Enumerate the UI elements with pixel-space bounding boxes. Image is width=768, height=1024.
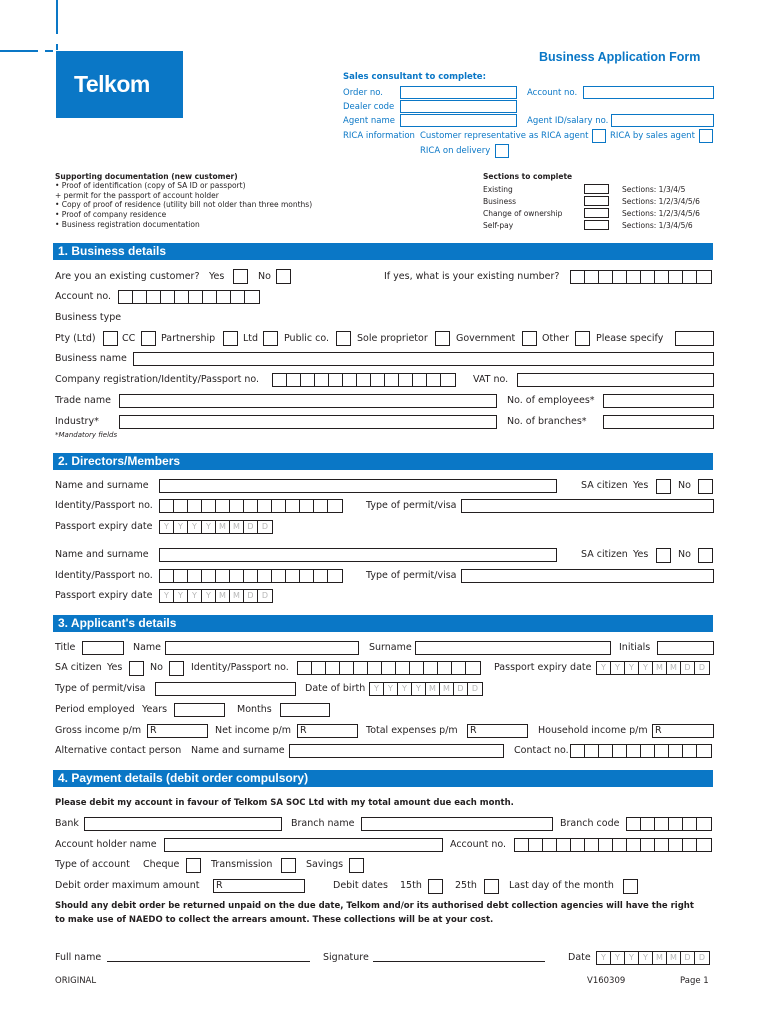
- crop-mark-vertical-2: [56, 44, 58, 50]
- supporting-heading: Supporting documentation (new customer): [55, 172, 238, 181]
- director-name-field[interactable]: [159, 479, 557, 493]
- branch-code-field[interactable]: [626, 817, 712, 831]
- applicant-no-checkbox[interactable]: [169, 661, 184, 676]
- director2-name-field[interactable]: [159, 548, 557, 562]
- sections-heading: Sections to complete: [483, 172, 573, 181]
- debit-dates-label: Debit dates: [333, 880, 388, 891]
- sections-row-label: Existing: [483, 185, 513, 194]
- account-type-label: Type of account: [55, 859, 130, 870]
- sections-row-value: Sections: 1/2/3/4/5/6: [622, 209, 700, 218]
- director-passport-expiry-label: Passport expiry date: [55, 521, 153, 532]
- order-no-label: Order no.: [343, 88, 383, 98]
- page-number: Page 1: [680, 976, 709, 986]
- total-expenses-label: Total expenses p/m: [366, 725, 458, 736]
- supporting-item: • Copy of proof of residence (utility bill not older than three months): [55, 200, 313, 209]
- savings-checkbox[interactable]: [349, 858, 364, 873]
- household-income-label: Household income p/m: [538, 725, 648, 736]
- sections-row-value: Sections: 1/2/3/4/5/6: [622, 197, 700, 206]
- naedo-warning-line1: Should any debit order be returned unpaid on the due date, Telkom and/or its authorised debt collection agencies will have the right: [55, 901, 694, 911]
- crop-mark-short: [45, 50, 53, 52]
- existing-customer-label: Are you an existing customer?: [55, 271, 200, 282]
- max-amount-currency: R: [216, 880, 223, 891]
- max-amount-label: Debit order maximum amount: [55, 880, 200, 891]
- director-permit-field[interactable]: [461, 499, 714, 513]
- type-government-label: Government: [456, 333, 516, 344]
- director-no-label: No: [678, 480, 691, 491]
- rica-delivery-checkbox[interactable]: [495, 144, 509, 158]
- date-15-checkbox[interactable]: [428, 879, 443, 894]
- supporting-item: + permit for the passport of account holder: [55, 191, 219, 200]
- type-sole-checkbox[interactable]: [435, 331, 450, 346]
- version-label: V160309: [587, 976, 626, 986]
- months-label: Months: [237, 704, 272, 715]
- director2-id-field[interactable]: [159, 569, 343, 583]
- date-label: Date: [568, 952, 591, 963]
- type-other-checkbox[interactable]: [575, 331, 590, 346]
- full-name-line[interactable]: [107, 961, 310, 962]
- supporting-item: • Business registration documentation: [55, 220, 200, 229]
- mandatory-note: *Mandatory fields: [55, 431, 118, 439]
- form-title: Business Application Form: [539, 50, 701, 64]
- signature-label: Signature: [323, 952, 369, 963]
- transmission-label: Transmission: [211, 859, 273, 870]
- transmission-checkbox[interactable]: [281, 858, 296, 873]
- last-day-checkbox[interactable]: [623, 879, 638, 894]
- director2-permit-label: Type of permit/visa: [366, 570, 457, 581]
- account-no-label: Account no.: [527, 88, 578, 98]
- director2-sa-citizen-label: SA citizen: [581, 549, 628, 560]
- dob-label: Date of birth: [305, 683, 366, 694]
- employees-label: No. of employees*: [507, 395, 595, 406]
- company-reg-field[interactable]: [272, 373, 456, 387]
- order-no-field[interactable]: [400, 86, 517, 99]
- sections-row-checkbox[interactable]: [584, 220, 609, 230]
- branches-label: No. of branches*: [507, 416, 587, 427]
- type-ltd-checkbox[interactable]: [263, 331, 278, 346]
- branch-name-label: Branch name: [291, 818, 355, 829]
- industry-label: Industry*: [55, 416, 99, 427]
- director-yes-checkbox[interactable]: [656, 479, 671, 494]
- rica-sales-agent-checkbox[interactable]: [699, 129, 713, 143]
- type-public-label: Public co.: [284, 333, 330, 344]
- account-holder-label: Account holder name: [55, 839, 157, 850]
- trade-name-field[interactable]: [119, 394, 497, 408]
- gross-income-label: Gross income p/m: [55, 725, 142, 736]
- type-pty-label: Pty (Ltd): [55, 333, 96, 344]
- type-pty-checkbox[interactable]: [103, 331, 118, 346]
- applicant-no-label: No: [150, 662, 163, 673]
- signature-date-field[interactable]: Y Y Y Y M M D D: [596, 951, 710, 965]
- branch-name-field[interactable]: [361, 817, 553, 831]
- director2-name-label: Name and surname: [55, 549, 149, 560]
- date-15-label: 15th: [400, 880, 422, 891]
- contact-no-label: Contact no.: [514, 745, 569, 756]
- director-passport-expiry-field[interactable]: Y Y Y Y M M D D: [159, 520, 273, 534]
- supporting-item: • Proof of company residence: [55, 210, 167, 219]
- existing-no-checkbox[interactable]: [276, 269, 291, 284]
- existing-yes-checkbox[interactable]: [233, 269, 248, 284]
- director-yes-label: Yes: [633, 480, 649, 491]
- branch-code-label: Branch code: [560, 818, 620, 829]
- vat-no-label: VAT no.: [473, 374, 509, 385]
- please-specify-field[interactable]: [675, 331, 714, 346]
- branches-field[interactable]: [603, 415, 714, 429]
- type-public-checkbox[interactable]: [336, 331, 351, 346]
- consultant-heading: Sales consultant to complete:: [343, 72, 486, 82]
- business-type-label: Business type: [55, 312, 122, 323]
- applicant-passport-expiry-label: Passport expiry date: [494, 662, 592, 673]
- section-payment-header: 4. Payment details (debit order compulsory): [53, 770, 713, 787]
- industry-field[interactable]: [119, 415, 497, 429]
- existing-number-label: If yes, what is your existing number?: [384, 271, 560, 282]
- signature-line[interactable]: [373, 961, 545, 962]
- sections-row-label: Self-pay: [483, 221, 514, 230]
- applicant-passport-expiry-field[interactable]: Y Y Y Y M M D D: [596, 661, 710, 675]
- account-no-field[interactable]: [583, 86, 714, 99]
- applicant-permit-field[interactable]: [155, 682, 296, 696]
- existing-yes-label: Yes: [209, 271, 225, 282]
- initials-label: Initials: [619, 642, 651, 653]
- director-no-checkbox[interactable]: [698, 479, 713, 494]
- section-directors-header: 2. Directors/Members: [53, 453, 713, 470]
- period-employed-label: Period employed: [55, 704, 135, 715]
- debit-instruction: Please debit my account in favour of Telkom SA SOC Ltd with my total amount due each month.: [55, 798, 514, 808]
- payment-account-no-field[interactable]: [514, 838, 712, 852]
- months-field[interactable]: [280, 703, 330, 717]
- naedo-warning-line2: to make use of NAEDO to collect the arrears amount. These collections will be at your cost.: [55, 915, 494, 925]
- business-name-label: Business name: [55, 353, 127, 364]
- bank-field[interactable]: [84, 817, 282, 831]
- rica-customer-rep-label: Customer representative as RICA agent: [420, 131, 589, 141]
- date-25-checkbox[interactable]: [484, 879, 499, 894]
- type-sole-label: Sole proprietor: [357, 333, 428, 344]
- original-label: ORIGINAL: [55, 976, 97, 986]
- total-expenses-currency: R: [470, 725, 477, 736]
- date-25-label: 25th: [455, 880, 477, 891]
- account-no-label-s1: Account no.: [55, 291, 112, 302]
- applicant-sa-citizen-label: SA citizen: [55, 662, 102, 673]
- director2-passport-expiry-label: Passport expiry date: [55, 590, 153, 601]
- dob-field[interactable]: Y Y Y Y M M D D: [369, 682, 483, 696]
- type-cc-checkbox[interactable]: [141, 331, 156, 346]
- cheque-checkbox[interactable]: [186, 858, 201, 873]
- vat-no-field[interactable]: [517, 373, 714, 387]
- sections-row-checkbox[interactable]: [584, 184, 609, 194]
- sections-row-value: Sections: 1/3/4/5/6: [622, 221, 693, 230]
- applicant-permit-label: Type of permit/visa: [55, 683, 146, 694]
- company-reg-label: Company registration/Identity/Passport no.: [55, 374, 260, 385]
- director-id-label: Identity/Passport no.: [55, 500, 153, 511]
- director2-yes-checkbox[interactable]: [656, 548, 671, 563]
- existing-number-field[interactable]: [570, 270, 712, 284]
- type-government-checkbox[interactable]: [522, 331, 537, 346]
- bank-label: Bank: [55, 818, 79, 829]
- applicant-id-field[interactable]: [297, 661, 481, 675]
- dealer-code-field[interactable]: [400, 100, 517, 113]
- rica-info-label: RICA information: [343, 131, 415, 141]
- applicant-id-label: Identity/Passport no.: [191, 662, 289, 673]
- type-partnership-checkbox[interactable]: [223, 331, 238, 346]
- please-specify-label: Please specify: [596, 333, 664, 344]
- cheque-label: Cheque: [143, 859, 180, 870]
- agent-id-label: Agent ID/salary no.: [527, 116, 609, 126]
- sections-row-checkbox[interactable]: [584, 208, 609, 218]
- employees-field[interactable]: [603, 394, 714, 408]
- name-label: Name: [133, 642, 162, 653]
- director2-permit-field[interactable]: [461, 569, 714, 583]
- type-ltd-label: Ltd: [243, 333, 259, 344]
- sections-row-label: Business: [483, 197, 517, 206]
- type-partnership-label: Partnership: [161, 333, 216, 344]
- agent-name-label: Agent name: [343, 116, 395, 126]
- years-label: Years: [142, 704, 168, 715]
- section-applicant-header: 3. Applicant's details: [53, 615, 713, 632]
- sections-row-value: Sections: 1/3/4/5: [622, 185, 686, 194]
- director-permit-label: Type of permit/visa: [366, 500, 457, 511]
- alt-name-field[interactable]: [289, 744, 504, 758]
- agent-id-field[interactable]: [611, 114, 714, 127]
- full-name-label: Full name: [55, 952, 102, 963]
- contact-no-field[interactable]: [570, 744, 712, 758]
- director2-id-label: Identity/Passport no.: [55, 570, 153, 581]
- telkom-logo: Telkom: [56, 51, 183, 118]
- director2-no-label: No: [678, 549, 691, 560]
- director2-no-checkbox[interactable]: [698, 548, 713, 563]
- savings-label: Savings: [306, 859, 344, 870]
- existing-no-label: No: [258, 271, 271, 282]
- title-label: Title: [55, 642, 76, 653]
- director2-passport-expiry-field[interactable]: Y Y Y Y M M D D: [159, 589, 273, 603]
- director2-yes-label: Yes: [633, 549, 649, 560]
- rica-delivery-label: RICA on delivery: [420, 146, 491, 156]
- business-name-field[interactable]: [133, 352, 714, 366]
- alt-contact-label: Alternative contact person: [55, 745, 182, 756]
- crop-mark-horizontal: [0, 50, 38, 52]
- rica-sales-agent-label: RICA by sales agent: [610, 131, 695, 141]
- last-day-label: Last day of the month: [509, 880, 614, 891]
- type-other-label: Other: [542, 333, 569, 344]
- net-income-label: Net income p/m: [215, 725, 291, 736]
- rica-customer-rep-checkbox[interactable]: [592, 129, 606, 143]
- section-business-details-header: 1. Business details: [53, 243, 713, 260]
- max-amount-field[interactable]: [213, 879, 305, 893]
- applicant-yes-checkbox[interactable]: [129, 661, 144, 676]
- payment-account-no-label: Account no.: [450, 839, 507, 850]
- dealer-code-label: Dealer code: [343, 102, 395, 112]
- name-field[interactable]: [165, 641, 359, 655]
- crop-mark-vertical: [56, 0, 58, 34]
- account-no-field-s1[interactable]: [118, 290, 260, 304]
- surname-field[interactable]: [415, 641, 611, 655]
- initials-field[interactable]: [657, 641, 714, 655]
- years-field[interactable]: [174, 703, 225, 717]
- trade-name-label: Trade name: [55, 395, 111, 406]
- director-id-field[interactable]: [159, 499, 343, 513]
- net-income-currency: R: [300, 725, 307, 736]
- director-name-label: Name and surname: [55, 480, 149, 491]
- agent-name-field[interactable]: [400, 114, 517, 127]
- type-cc-label: CC: [122, 333, 136, 344]
- gross-income-currency: R: [150, 725, 157, 736]
- director-sa-citizen-label: SA citizen: [581, 480, 628, 491]
- account-holder-field[interactable]: [164, 838, 443, 852]
- surname-label: Surname: [369, 642, 412, 653]
- title-field[interactable]: [82, 641, 124, 655]
- household-income-currency: R: [655, 725, 662, 736]
- sections-row-label: Change of ownership: [483, 209, 563, 218]
- applicant-yes-label: Yes: [107, 662, 123, 673]
- alt-name-label: Name and surname: [191, 745, 285, 756]
- sections-row-checkbox[interactable]: [584, 196, 609, 206]
- supporting-item: • Proof of identification (copy of SA ID or passport): [55, 181, 246, 190]
